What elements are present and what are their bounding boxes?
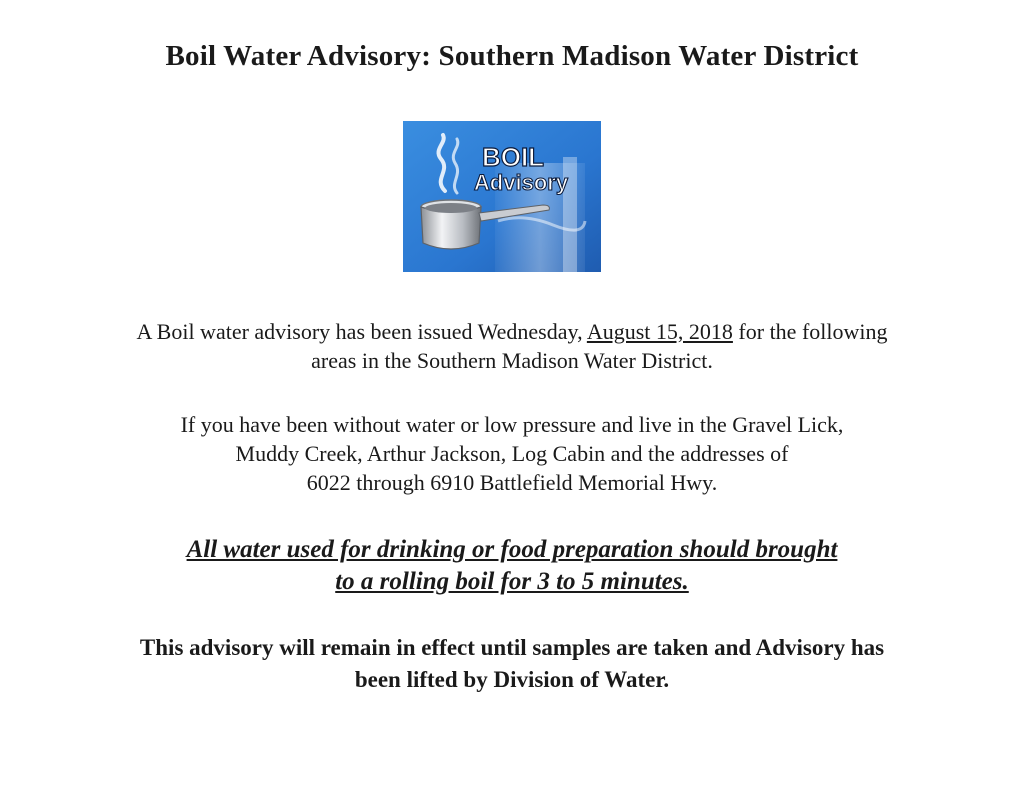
affected-areas-paragraph [0,410,1024,497]
boil-instruction [0,534,1024,598]
issued-paragraph [0,317,1024,375]
areas-line-1: If you have been without water or low pressure and live in the Gravel Lick, [180,412,844,437]
notice-line-1: This advisory will remain in effect until samples are taken and Advisory has [139,635,885,660]
boil-advisory-logo [403,121,601,272]
areas-line-3: 6022 through 6910 Battlefield Memorial Hwy. [306,470,718,495]
effect-notice [0,632,1024,696]
issued-line-1 [0,317,1024,346]
issued-text-start: A Boil water advisory has been issued Wednesday, [136,319,587,344]
logo-text-boil: BOIL [481,142,545,172]
boiling-pot-icon [403,121,601,272]
issued-line-2: areas in the Southern Madison Water District. [311,348,713,373]
issued-text-end: for the following [732,319,888,344]
areas-line-2: Muddy Creek, Arthur Jackson, Log Cabin and the addresses of [235,441,789,466]
instruction-line-2: to a rolling boil for 3 to 5 minutes. [335,568,689,595]
page-title: Boil Water Advisory: Southern Madison Water District [165,40,859,72]
issued-date: August 15, 2018 [586,319,733,344]
instruction-line-1: All water used for drinking or food preparation should brought [186,536,838,563]
logo-text-advisory: Advisory [473,170,569,195]
notice-line-2: been lifted by Division of Water. [354,667,670,692]
